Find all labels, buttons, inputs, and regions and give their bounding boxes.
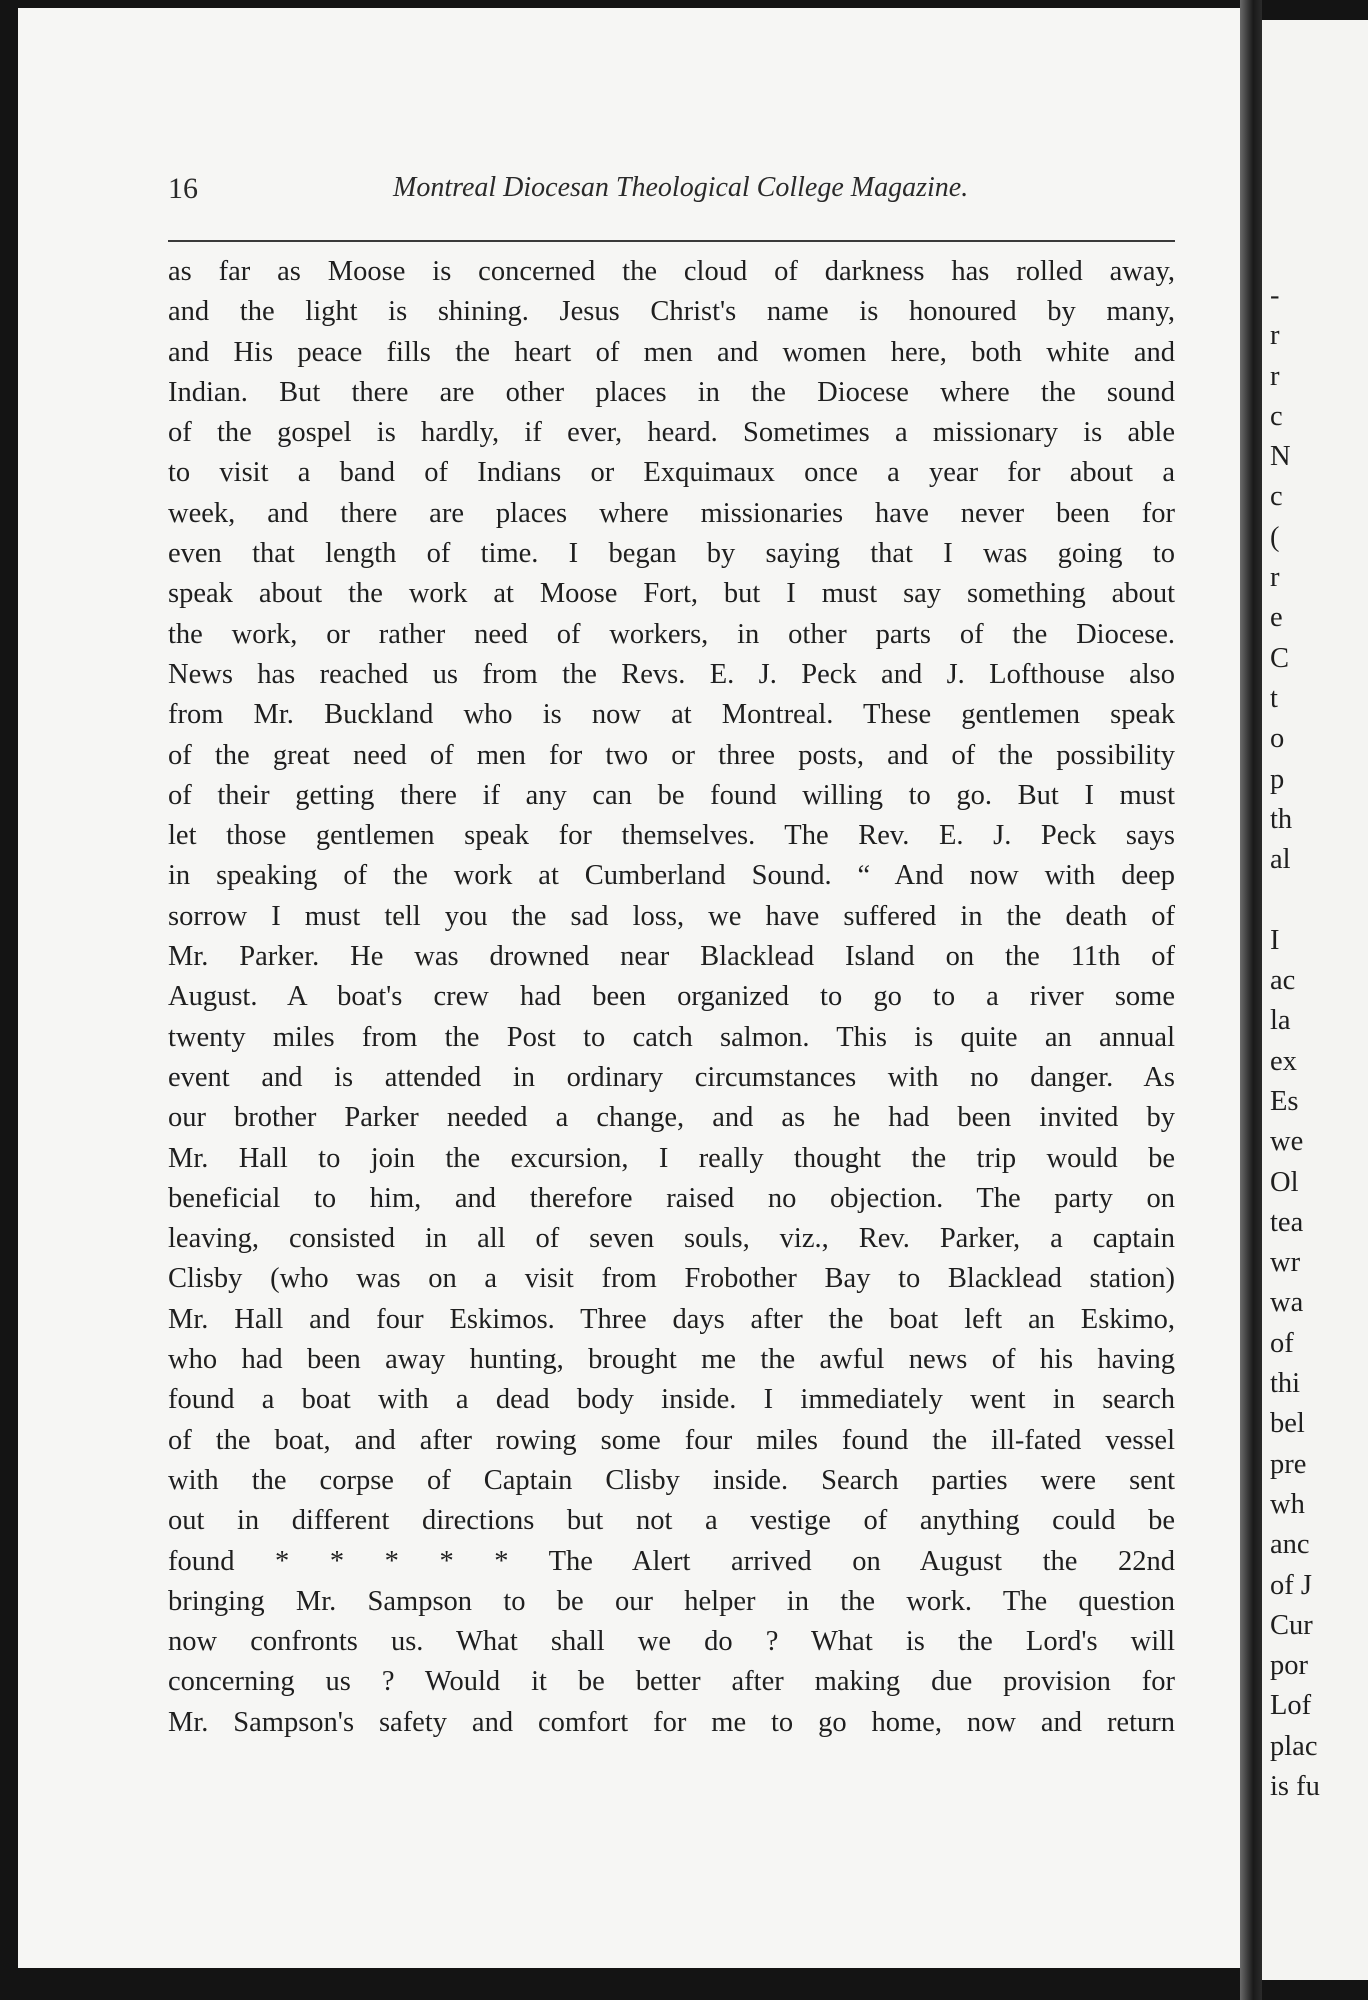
facing-page-fragment: th: [1270, 803, 1293, 835]
text-line: News has reached us from the Revs. E. J. Peck and J. Lofthouse also: [168, 658, 1175, 690]
facing-page-fragment: I: [1270, 924, 1280, 956]
body-text: [168, 252, 1175, 1743]
text-line: August. A boat's crew had been organized to go to a river some: [168, 981, 1175, 1013]
text-line: of their getting there if any can be found willing to go. But I must: [168, 779, 1175, 811]
facing-page-fragment: -: [1270, 280, 1280, 311]
text-line: bringing Mr. Sampson to be our helper in the work. The question: [168, 1585, 1175, 1617]
facing-page-fragment: c: [1270, 400, 1283, 432]
facing-page-fragment: bel: [1270, 1408, 1305, 1440]
page-header: [168, 172, 1175, 218]
facing-page-fragment: e: [1270, 602, 1283, 634]
facing-page-fragment: ex: [1270, 1045, 1297, 1077]
facing-page-fragment: wa: [1270, 1287, 1304, 1319]
facing-page-fragment: r: [1270, 320, 1280, 352]
facing-page-fragment: Lof: [1270, 1690, 1312, 1722]
text-line: week, and there are places where missionaries have never been for: [168, 497, 1175, 529]
facing-page-fragment: wr: [1270, 1247, 1301, 1279]
facing-page-fragment: Cur: [1270, 1609, 1313, 1641]
text-line: out in different directions but not a vestige of anything could be: [168, 1505, 1175, 1537]
facing-page-fragment: is fu: [1270, 1770, 1320, 1802]
text-line: let those gentlemen speak for themselves. The Rev. E. J. Peck says: [168, 820, 1175, 852]
facing-page-fragment: o: [1270, 723, 1285, 755]
facing-page-fragment: we: [1270, 1126, 1304, 1158]
text-line: the work, or rather need of workers, in other parts of the Diocese.: [168, 618, 1175, 650]
text-line: and His peace fills the heart of men and women here, both white and: [168, 336, 1175, 368]
text-line: as far as Moose is concerned the cloud of darkness has rolled away,: [168, 256, 1175, 287]
text-line: Indian. But there are other places in the Diocese where the sound: [168, 376, 1175, 408]
facing-page-fragment: of J: [1270, 1569, 1312, 1601]
text-line: twenty miles from the Post to catch salmon. This is quite an annual: [168, 1021, 1175, 1053]
facing-page-fragment: t: [1270, 682, 1278, 714]
facing-page-fragment: la: [1270, 1005, 1291, 1037]
text-line: found * * * * * The Alert arrived on August the 22nd: [168, 1545, 1175, 1577]
text-line: to visit a band of Indians or Exquimaux once a year for about a: [168, 457, 1175, 489]
text-line: sorrow I must tell you the sad loss, we have suffered in the death of: [168, 900, 1175, 932]
text-line: Mr. Hall to join the excursion, I really thought the trip would be: [168, 1142, 1175, 1174]
facing-page-fragments: [1262, 276, 1368, 1807]
facing-page-fragment: pre: [1270, 1448, 1307, 1480]
text-line: Mr. Sampson's safety and comfort for me to go home, now and return: [168, 1706, 1175, 1738]
page-number: 16: [168, 172, 198, 205]
facing-page: [1262, 20, 1368, 1980]
facing-page-fragment: [1262, 880, 1368, 920]
facing-page-fragment: r: [1270, 562, 1280, 594]
text-line: Clisby (who was on a visit from Frobother Bay to Blacklead station): [168, 1263, 1175, 1295]
facing-page-fragment: por: [1270, 1650, 1308, 1682]
facing-page-fragment: thi: [1270, 1368, 1301, 1400]
facing-page-fragment: C: [1270, 642, 1290, 674]
text-line: Mr. Hall and four Eskimos. Three days after the boat left an Eskimo,: [168, 1303, 1175, 1335]
text-line: of the gospel is hardly, if ever, heard. Sometimes a missionary is able: [168, 417, 1175, 449]
text-line: Mr. Parker. He was drowned near Blacklead Island on the 11th of: [168, 941, 1175, 973]
text-line: in speaking of the work at Cumberland Sound. “ And now with deep: [168, 860, 1175, 892]
facing-page-fragment: c: [1270, 481, 1283, 513]
text-line: from Mr. Buckland who is now at Montreal. These gentlemen speak: [168, 699, 1175, 731]
text-line: even that length of time. I began by saying that I was going to: [168, 538, 1175, 570]
text-line: leaving, consisted in all of seven souls, viz., Rev. Parker, a captain: [168, 1223, 1175, 1255]
text-line: found a boat with a dead body inside. I immediately went in search: [168, 1384, 1175, 1416]
text-line: and the light is shining. Jesus Christ's name is honoured by many,: [168, 296, 1175, 328]
text-line: now confronts us. What shall we do ? What is the Lord's will: [168, 1626, 1175, 1658]
text-line: who had been away hunting, brought me the awful news of his having: [168, 1344, 1175, 1376]
facing-page-fragment: N: [1270, 441, 1291, 473]
book-gutter: [1240, 0, 1262, 2000]
text-line: beneficial to him, and therefore raised no objection. The party on: [168, 1182, 1175, 1214]
text-line: speak about the work at Moose Fort, but I must say something about: [168, 578, 1175, 610]
header-rule: [168, 240, 1175, 242]
facing-page-fragment: (: [1270, 521, 1280, 553]
facing-page-fragment: Es: [1270, 1085, 1299, 1117]
facing-page-fragment: p: [1270, 763, 1285, 795]
facing-page-fragment: plac: [1270, 1730, 1318, 1762]
text-line: of the great need of men for two or three posts, and of the possibility: [168, 739, 1175, 771]
running-title: Montreal Diocesan Theological College Magazine.: [393, 172, 969, 203]
text-line: our brother Parker needed a change, and as he had been invited by: [168, 1102, 1175, 1134]
facing-page-fragment: of: [1270, 1327, 1294, 1359]
facing-page-fragment: Ol: [1270, 1166, 1299, 1198]
text-line: concerning us ? Would it be better after making due provision for: [168, 1666, 1175, 1698]
facing-page-fragment: anc: [1270, 1529, 1310, 1561]
facing-page-fragment: tea: [1270, 1206, 1304, 1238]
facing-page-fragment: r: [1270, 360, 1280, 392]
text-line: event and is attended in ordinary circumstances with no danger. As: [168, 1061, 1175, 1093]
facing-page-fragment: wh: [1270, 1488, 1305, 1520]
facing-page-fragment: ac: [1270, 965, 1296, 997]
facing-page-fragment: al: [1270, 844, 1291, 876]
text-line: with the corpse of Captain Clisby inside. Search parties were sent: [168, 1464, 1175, 1496]
text-line: of the boat, and after rowing some four miles found the ill-fated vessel: [168, 1424, 1175, 1456]
